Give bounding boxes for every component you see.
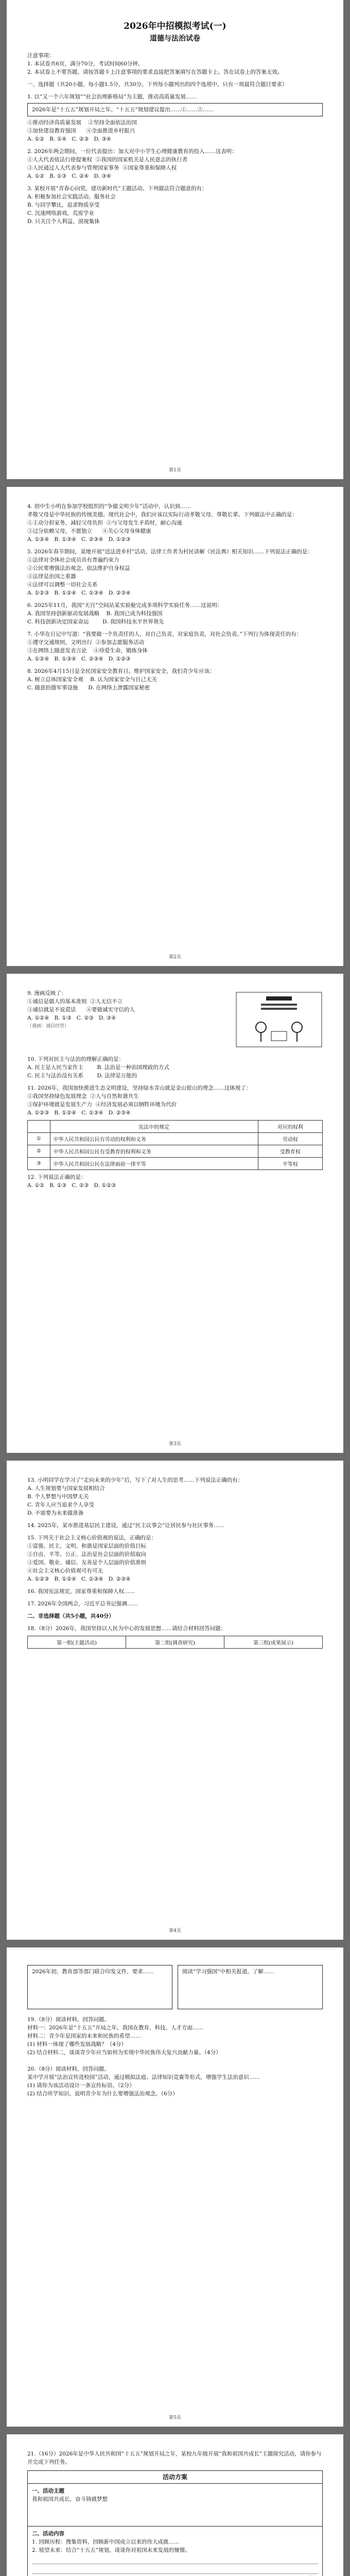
page-number: 第3页: [169, 1442, 181, 1447]
question-20: 20.（8分）阅读材料，回答问题。 某中学开展“法治宣传进校园”活动，通过模拟法庭、法律知识竞赛等形式，增强学生法治意识……: [27, 2066, 260, 2080]
question-15: 15. 下列关于社会主义核心价值观的说法，正确的是： ①富强、民主、文明、和谐是国家层面的价值目标 ②自由、平等、公正、法治是社会层面的价值取向 ③爱国、敬业、诚信、友善是个人层面的价值准则 ④社会主义核心价值观可有可无 A. ①②③ B. ①②④ C. ①③④ D. ②③④: [27, 1535, 157, 1582]
question-20-ask: (1) 请你为该活动设计一条宣传标语。（2分） (2) 结合所学知识，说明青少年为什么要增强法治观念。（6分）: [27, 2082, 178, 2097]
question-1-options: ①推动经济高质量发展 ②坚持全面依法治国 ③加快建设教育强国 ④全面推进乡村振兴 A. ①② B. ①④ C. ②③ D. ③④: [27, 120, 137, 142]
question-6: 6. 2025年11月，我国“天宫”空间站某实验舱完成多项科学实验任务……这说明： A. 我国坚持创新驱动发展战略 B. 我国已成为科技强国 C. 科技创新决定国家命运 D. 我国科技水平世界领先: [27, 602, 223, 625]
question-1: 1. 以“又一个六年规划”“社会治理新格局”为主题，推动高质量发展……: [27, 94, 197, 100]
plan-section-body: 1. 回顾历程：搜集资料，回顾新中国成立以来的伟大成就…… 2. 展望未来：结合“十五五”规划，谈谈你对祖国未来发展的憧憬。: [32, 2539, 190, 2553]
page-5: [7, 1947, 343, 2427]
question-18: 18.（8分）2026年，我国坚持以人民为中心的发展思想……请结合材料回答问题：: [27, 1625, 226, 1632]
exam-subject: 道德与法治试卷: [150, 35, 200, 43]
material-box: [27, 1965, 172, 2009]
question-19-ask: (1) 材料一体现了哪些发展战略？（4分） (2) 结合材料二，谈谈青少年应当如何为实现中华民族伟大复兴贡献力量。（4分）: [27, 2041, 221, 2056]
table-cell: 第一组(主题活动): [28, 1636, 126, 1649]
table-cell: ③: [28, 1158, 50, 1170]
page-number: 第2页: [169, 955, 181, 960]
material-box: [27, 103, 323, 116]
material-text: 阅读“学习强国”中相关报道，了解……: [182, 1969, 274, 1975]
table-header-cell: 宪法中的规定: [50, 1121, 258, 1133]
question-11: 11. 2026年，我国加快推进生态文明建设，坚持绿水青山就是金山银山的理念……这体现了： ①我国坚持绿色发展理念 ②人与自然和谐共生 ③保护环境就是发展生产力 ④经济发展必须以牺牲环境为代价 A. ①②③ B. ①②④ C. ①③④ D. ②③④: [27, 1085, 252, 1116]
question-3: 3. 某校开展“青春心向党，建功新时代”主题活动。下列做法符合题意的有： A. 积极参加社会实践活动，服务社会 B. 与同学攀比，追求物质享受 C. 沉迷网络游戏，荒废学业 D. 只关注个人利益，漠视集体: [27, 185, 207, 225]
page-number: 第4页: [169, 1928, 181, 1934]
plan-title: 活动方案: [28, 2471, 322, 2484]
page-4: [7, 1461, 343, 1940]
cartoon-figure: [235, 991, 323, 1048]
answer-line[interactable]: [32, 2554, 318, 2564]
page-number: 第5页: [169, 2415, 181, 2420]
question-17: 17. 2026年全国两会，习近平总书记强调……: [27, 1601, 138, 1607]
table-header-cell: [28, 1121, 50, 1133]
figure-caption: （漫画：诚信经营）: [27, 1024, 69, 1029]
material-box: [178, 1965, 323, 2009]
question-7: 7. 小华在日记中写道：“我要做一个负责任的人，对自己负责，对家庭负责，对社会负责。”下列行为体现责任的有： ①遵守交通规则，文明出行 ②参加志愿服务活动 ③在网络上随意发表言论 ④珍爱生命，锻炼身体 A. ①②④ B. ①③④ C. ②③④ D. ①②③: [27, 631, 302, 662]
table-cell: 平等权: [258, 1158, 322, 1170]
table-header: [28, 1121, 323, 1133]
question-10: 10. 下列对民主与法治的理解正确的是： A. 民主是人民当家作主 B. 法治是一种治国理政的方式 C. 民主与法治没有关系 D. 法律是万能的: [27, 1056, 169, 1079]
activity-grid: [27, 1636, 323, 1649]
answer-line[interactable]: [32, 2564, 318, 2574]
question-14: 14. 2025年，某市推进基层民主建设，通过“民主议事会”让居民参与社区事务……: [27, 1522, 224, 1529]
table-row: [28, 1158, 323, 1170]
question-16: 16. 我国宪法规定，国家尊重和保障人权……: [27, 1588, 135, 1595]
question-19: 19.（8分）阅读材料，回答问题。 材料一：2026年是“十五五”开局之年，我国在教育、科技、人才方面…… 材料二：青少年是国家的未来和民族的希望……: [27, 2016, 203, 2039]
plan-score: [32, 2574, 318, 2576]
question-2: 2. 2026年两会期间，一位代表提出：加大对中小学生心理健康教育的投入……这表明： ①人大代表依法行使提案权 ②我国的国家机关是人民意志的执行者 ③人民通过人大代表参与管理国家事务 ④国家尊重和保障人权 A. ①② B. ①③ C. ②④ D. ③④: [27, 148, 237, 179]
table-cell: 第三组(成果展示): [224, 1636, 323, 1649]
page-number: 第1页: [169, 468, 181, 473]
question-21: 21.（16分）2026年是中华人民共和国“十五五”规划开局之年，某校九年级开展“我和祖国共成长”主题探究活动，请你参与并完成下列任务。: [27, 2451, 322, 2465]
exam-title: 2026年中招模拟考试(一): [124, 21, 226, 31]
table-header-cell: 对应的权利: [258, 1121, 322, 1133]
question-13: 13. 小明同学在学习了“走向未来的少年”后，写下了对人生的思考……下列说法正确的有： A. 人生规划要与国家发展相结合 B. 个人梦想与中国梦无关 C. 青年人应当追求个人享受 D. 不需要为未来做准备: [27, 1477, 243, 1516]
page-1: [7, 0, 343, 479]
page-6: [7, 2434, 343, 2576]
plan-section: [28, 2484, 322, 2527]
page-3: [7, 974, 343, 1453]
plan-section-body: 我和祖国共成长，奋斗铸就梦想: [32, 2496, 108, 2502]
table-cell: ①: [28, 1133, 50, 1145]
section-heading: 二、非选择题（共5小题，共40分）: [27, 1613, 114, 1619]
notice-text: 注意事项： 1. 本试卷共6页，满分70分，考试时间60分钟。 2. 本试卷上不要答题，请按答题卡上注意事项的要求直接把答案填写在答题卡上。答在试卷上的答案无效。: [27, 53, 283, 75]
table-cell: 受教育权: [258, 1145, 322, 1158]
table-row: [28, 1145, 323, 1158]
activity-plan: [27, 2470, 323, 2576]
question-12: 12. 下列说法正确的是： A. ①② B. ①③ C. ②③ D. ①②③: [27, 1174, 116, 1189]
table-cell: 中华人民共和国公民有受教育的权利和义务: [50, 1145, 258, 1158]
rights-table: [27, 1120, 323, 1170]
material-row: [27, 1963, 323, 2011]
table-cell: 第二组(调查研究): [126, 1636, 224, 1649]
table-row: [28, 1636, 323, 1649]
question-4: 4. 初中生小明在参加学校组织的“争做文明少年”活动中，认识到……: [27, 503, 191, 510]
question-4-body: 孝敬父母是中华民族的传统美德。现代社会中，我们应该以实际行动孝敬父母、尊敬长辈。下列做法中正确的是： ①主动分担家务，减轻父母负担 ②与父母发生矛盾时，耐心沟通 ③过分依赖父母，不愿独立 ④关心父母身体健康 A. ①②④ B. ①③④ C. ②③④ D. ①②③: [27, 512, 297, 543]
section-heading: 一、选择题（共20小题，每小题1.5分，共30分。下列每小题列出的四个选项中，只有一项最符合题目要求）: [27, 81, 288, 88]
question-9: 9. 漫画反映了： ①诚信是做人的基本准则 ②人无信不立 ③诚信就是不说谎话 ④要做诚实守信的人 A. ①②④ B. ①③ C. ②③ D. ③④: [27, 990, 135, 1021]
table-row: [28, 1133, 323, 1145]
page-2: [7, 487, 343, 966]
table-cell: 中华人民共和国公民有劳动的权利和义务: [50, 1133, 258, 1145]
material-text: 2026年是“十五五”规划开局之年。“十五五”规划建议提出……①……②……: [32, 107, 214, 113]
question-5: 5. 2026年春节期间，某地开展“送法进乡村”活动，法律工作者为村民讲解《民法典》相关知识……下列说法正确的是： ①法律对全体社会成员具有普遍约束力 ②公民要增强法治观念，依法维护自身权益 ③法律是治国之重器 ④法律可以调整一切社会关系 A. ①②③ B. ①②④ C. ①③④ D. ②③④: [27, 549, 313, 596]
question-8: 8. 2026年4月15日是全民国家安全教育日。维护国家安全，我们青少年应该： A. 树立总体国家安全观 B. 认为国家安全与自己无关 C. 随意拍摄军事设施 D. 在网络上泄露国家秘密: [27, 668, 215, 691]
table-cell: 中华人民共和国公民在法律面前一律平等: [50, 1158, 258, 1170]
plan-section-head: 二、活动内容: [32, 2531, 64, 2537]
material-text: 2026年初，教育部等部门联合印发文件，要求……: [32, 1969, 154, 1975]
plan-section-head: 一、活动主题: [32, 2488, 64, 2494]
table-cell: ②: [28, 1145, 50, 1158]
plan-section: [28, 2527, 322, 2576]
table-cell: 劳动权: [258, 1133, 322, 1145]
